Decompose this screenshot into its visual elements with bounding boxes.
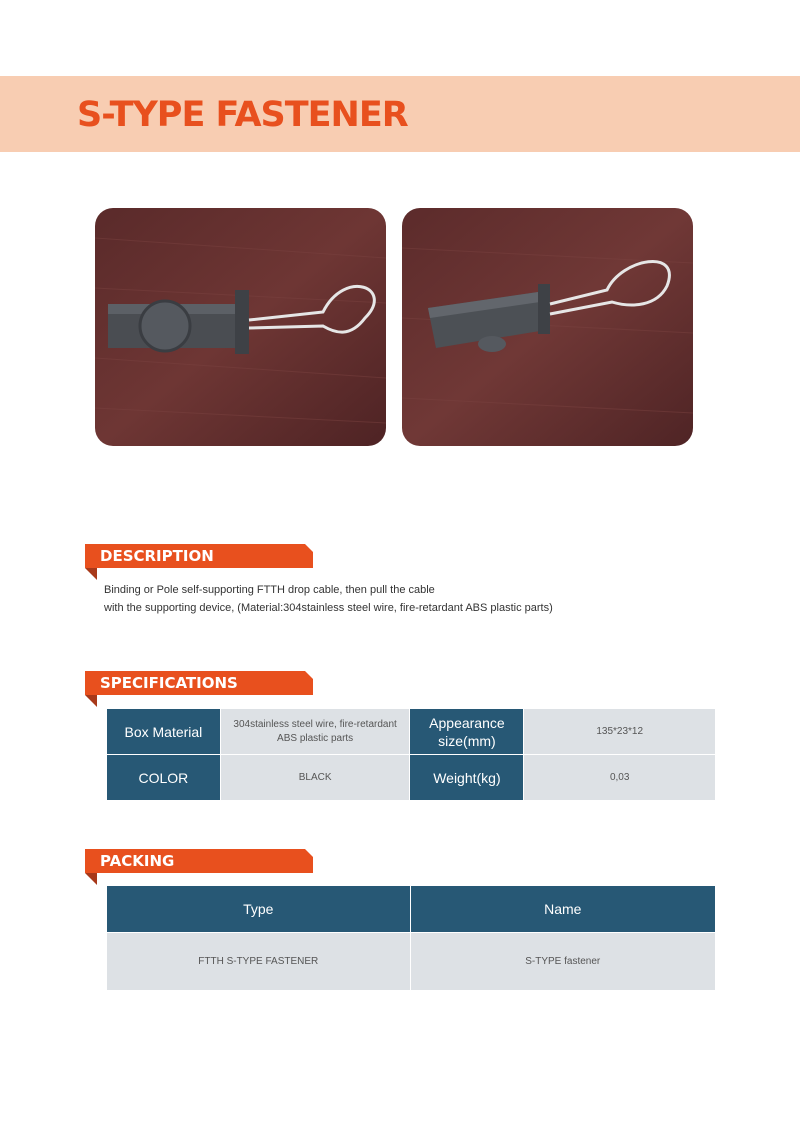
spec-row-material <box>107 709 716 755</box>
spec-label-weight: Weight(kg) <box>410 755 524 801</box>
spec-value-color: BLACK <box>220 755 410 801</box>
packing-cell-type: FTTH S-TYPE FASTENER <box>107 933 411 991</box>
page-title: S-TYPE FASTENER <box>77 95 408 135</box>
packing-tab <box>85 849 313 874</box>
fastener-photo-front <box>95 208 386 446</box>
specifications-heading: SPECIFICATIONS <box>100 674 238 692</box>
spec-label-box-material: Box Material <box>107 709 221 755</box>
specifications-table <box>106 708 716 801</box>
packing-heading: PACKING <box>100 852 175 870</box>
spec-value-box-material: 304stainless steel wire, fire-retardant ABS plastic parts <box>220 709 410 755</box>
description-text <box>104 581 553 617</box>
spec-value-weight: 0,03 <box>524 755 716 801</box>
packing-header-type: Type <box>107 886 411 933</box>
description-line-2: with the supporting device, (Material:304stainless steel wire, fire-retardant ABS plastic parts) <box>104 602 553 614</box>
packing-table <box>106 885 716 991</box>
packing-cell-name: S-TYPE fastener <box>410 933 715 991</box>
packing-header-row <box>107 886 716 933</box>
specifications-tab <box>85 671 313 696</box>
packing-header-name: Name <box>410 886 715 933</box>
description-tab <box>85 544 313 569</box>
description-heading: DESCRIPTION <box>100 547 214 565</box>
spec-row-color <box>107 755 716 801</box>
spec-value-appearance-size: 135*23*12 <box>524 709 716 755</box>
fastener-photo-angle <box>402 208 693 446</box>
spec-label-appearance-size: Appearance size(mm) <box>410 709 524 755</box>
description-line-1: Binding or Pole self-supporting FTTH drop cable, then pull the cable <box>104 584 435 596</box>
spec-label-color: COLOR <box>107 755 221 801</box>
packing-row <box>107 933 716 991</box>
